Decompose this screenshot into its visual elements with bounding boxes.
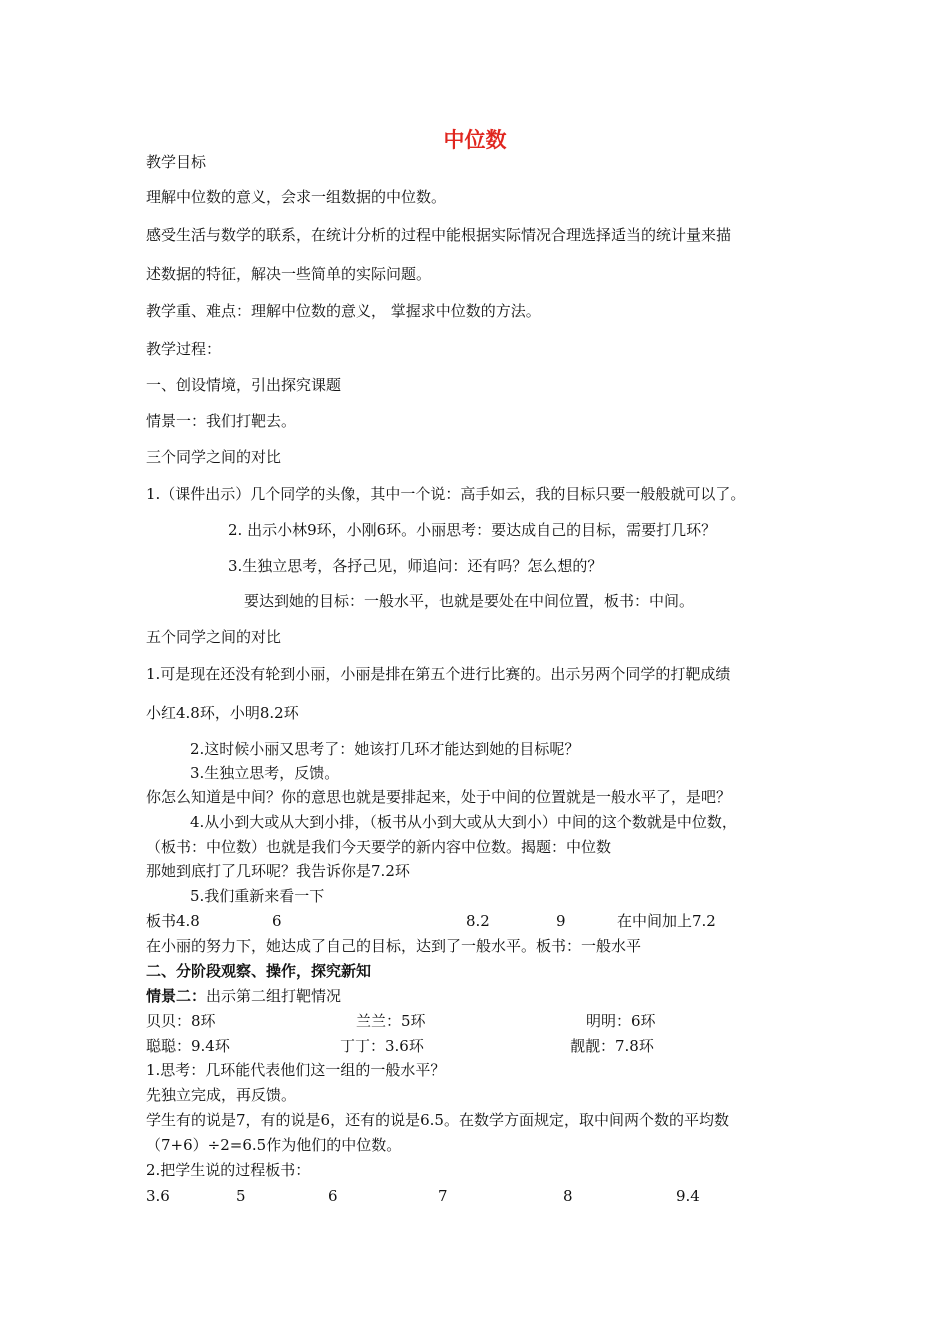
paragraph: 感受生活与数学的联系，在统计分析的过程中能根据实际情况合理选择适当的统计量来描 [146, 226, 732, 244]
board-cell: 在中间加上7.2 [617, 912, 716, 930]
score-cell: 丁丁：3.6环 [340, 1037, 424, 1055]
paragraph: 先独立完成，再反馈。 [146, 1086, 297, 1104]
board-cell: 6 [272, 912, 282, 930]
score-cell: 靓靓：7.8环 [570, 1037, 654, 1055]
paragraph: 要达到她的目标：一般水平，也就是要处在中间位置，板书：中间。 [244, 592, 695, 610]
paragraph: 学生有的说是7，有的说是6，还有的说是6.5。在数学方面规定，取中间两个数的平均数 [146, 1111, 729, 1129]
score-cell: 兰兰：5环 [356, 1012, 426, 1030]
paragraph: 1.（课件出示）几个同学的头像，其中一个说：高手如云，我的目标只要一般般就可以了。 [146, 485, 746, 503]
paragraph: 5.我们重新来看一下 [190, 887, 325, 905]
paragraph: 3.生独立思考，各抒己见，师追问：还有吗？怎么想的？ [228, 557, 603, 575]
paragraph: 2. 出示小林9环，小刚6环。小丽思考：要达成自己的目标，需要打几环？ [228, 521, 717, 539]
paragraph: （7+6）÷2=6.5作为他们的中位数。 [146, 1136, 402, 1154]
paragraph: 述数据的特征，解决一些简单的实际问题。 [146, 265, 432, 283]
paragraph: 小红4.8环，小明8.2环 [146, 704, 299, 722]
section-heading: 一、创设情境，引出探究课题 [146, 376, 342, 394]
scenario-label: 情景二： [146, 987, 207, 1005]
board-cell: 9 [556, 912, 566, 930]
board-value: 5 [236, 1187, 246, 1205]
paragraph: 3.生独立思考，反馈。 [190, 764, 340, 782]
paragraph: 4.从小到大或从大到小排，（板书从小到大或从大到小）中间的这个数就是中位数， [190, 813, 737, 831]
paragraph: 2.把学生说的过程板书： [146, 1161, 311, 1179]
paragraph: 2.这时候小丽又思考了：她该打几环才能达到她的目标呢？ [190, 740, 580, 758]
paragraph: 教学重、难点：理解中位数的意义， 掌握求中位数的方法。 [146, 302, 541, 320]
section-heading: 二、分阶段观察、操作，探究新知 [146, 962, 372, 980]
board-value: 6 [328, 1187, 338, 1205]
paragraph: 情景一：我们打靶去。 [146, 412, 297, 430]
score-cell: 明明：6环 [586, 1012, 656, 1030]
paragraph: 1.可是现在还没有轮到小丽，小丽是排在第五个进行比赛的。出示另两个同学的打靶成绩 [146, 665, 731, 683]
page-title: 中位数 [443, 128, 507, 152]
paragraph: （板书：中位数）也就是我们今天要学的新内容中位数。揭题：中位数 [146, 838, 612, 856]
section-heading-process: 教学过程： [146, 340, 222, 358]
paragraph: 那她到底打了几环呢？我告诉你是7.2环 [146, 862, 410, 880]
paragraph [146, 986, 341, 1006]
paragraph: 三个同学之间的对比 [146, 448, 282, 466]
section-heading-goals: 教学目标 [146, 153, 207, 171]
board-cell: 板书4.8 [146, 912, 200, 930]
score-cell: 聪聪：9.4环 [146, 1037, 230, 1055]
scenario-text: 出示第二组打靶情况 [206, 987, 342, 1005]
paragraph: 1.思考：几环能代表他们这一组的一般水平？ [146, 1061, 446, 1079]
board-value: 3.6 [146, 1187, 170, 1205]
paragraph: 理解中位数的意义，会求一组数据的中位数。 [146, 188, 447, 206]
paragraph: 你怎么知道是中间？你的意思也就是要排起来，处于中间的位置就是一般水平了，是吧？ [146, 788, 732, 806]
board-value: 8 [563, 1187, 573, 1205]
board-value: 7 [438, 1187, 448, 1205]
board-cell: 8.2 [466, 912, 490, 930]
paragraph: 在小丽的努力下，她达成了自己的目标，达到了一般水平。板书：一般水平 [146, 937, 642, 955]
board-value: 9.4 [676, 1187, 700, 1205]
score-cell: 贝贝：8环 [146, 1012, 216, 1030]
paragraph: 五个同学之间的对比 [146, 628, 282, 646]
